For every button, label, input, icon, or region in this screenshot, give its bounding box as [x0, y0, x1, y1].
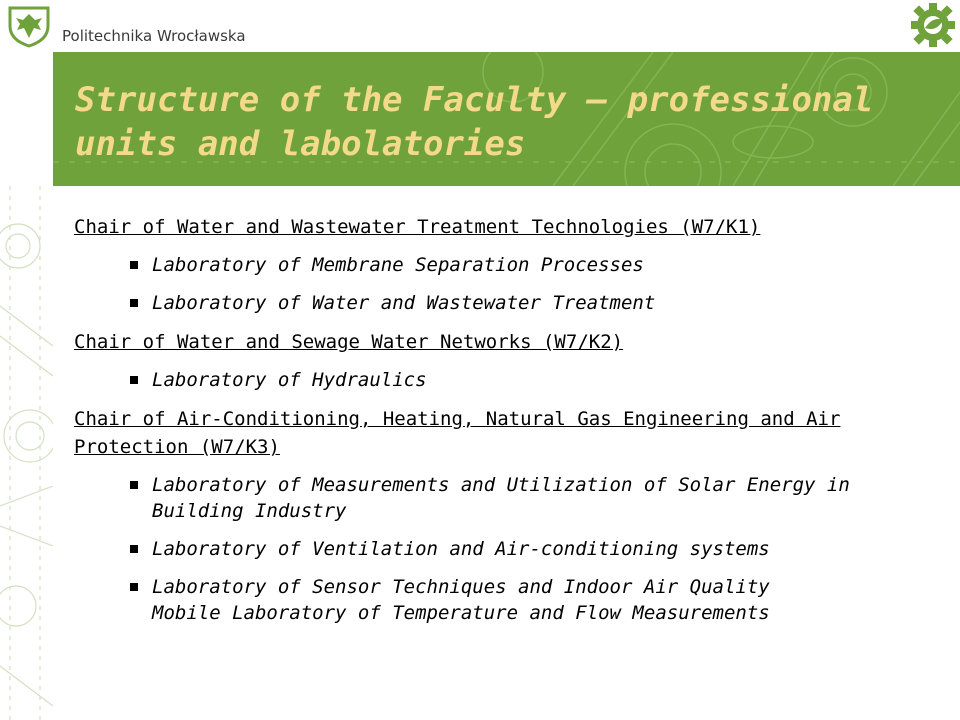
side-decoration [0, 186, 53, 720]
header-logo-bar [0, 0, 960, 52]
chair-heading-k3 [74, 405, 924, 461]
square-bullet-icon [130, 299, 138, 307]
lab-label-continued: Mobile Laboratory of Temperature and Flow Measurements [152, 602, 770, 624]
gear-leaf-logo-icon [910, 2, 956, 48]
lab-label: Laboratory of Ventilation and Air-conditioning systems [152, 538, 770, 560]
lab-item [74, 536, 924, 562]
eagle-crest-icon [6, 4, 52, 48]
chair-heading-k1: Chair of Water and Wastewater Treatment Technologies (W7/K1) [74, 216, 761, 238]
slide-title-line2: units and labolatories [75, 124, 526, 164]
lab-item [74, 290, 924, 316]
chair-heading-k3-line2: Protection (W7/K3) [74, 436, 280, 458]
lab-item [74, 472, 924, 524]
chair-heading-k2: Chair of Water and Sewage Water Networks (W7/K2) [74, 331, 624, 353]
lab-label: Laboratory of Sensor Techniques and Indoor Air Quality [152, 576, 770, 598]
square-bullet-icon [130, 261, 138, 269]
units-list [74, 213, 924, 638]
square-bullet-icon [130, 481, 138, 489]
lab-label: Laboratory of Membrane Separation Processes [152, 254, 644, 276]
lab-item [74, 367, 924, 393]
title-banner [53, 52, 960, 186]
lab-item [74, 574, 924, 626]
chair-heading-k3-line1: Chair of Air-Conditioning, Heating, Natural Gas Engineering and Air [74, 408, 841, 430]
square-bullet-icon [130, 376, 138, 384]
square-bullet-icon [130, 583, 138, 591]
lab-label-continued: Building Industry [152, 500, 347, 522]
square-bullet-icon [130, 545, 138, 553]
lab-item [74, 252, 924, 278]
university-name: Politechnika Wrocławska [62, 27, 246, 45]
slide-title [75, 78, 935, 166]
lab-label: Laboratory of Measurements and Utilization of Solar Energy in [152, 474, 850, 496]
lab-label: Laboratory of Hydraulics [152, 369, 427, 391]
lab-label: Laboratory of Water and Wastewater Treatment [152, 292, 656, 314]
slide-title-line1: Structure of the Faculty – professional [75, 80, 874, 120]
